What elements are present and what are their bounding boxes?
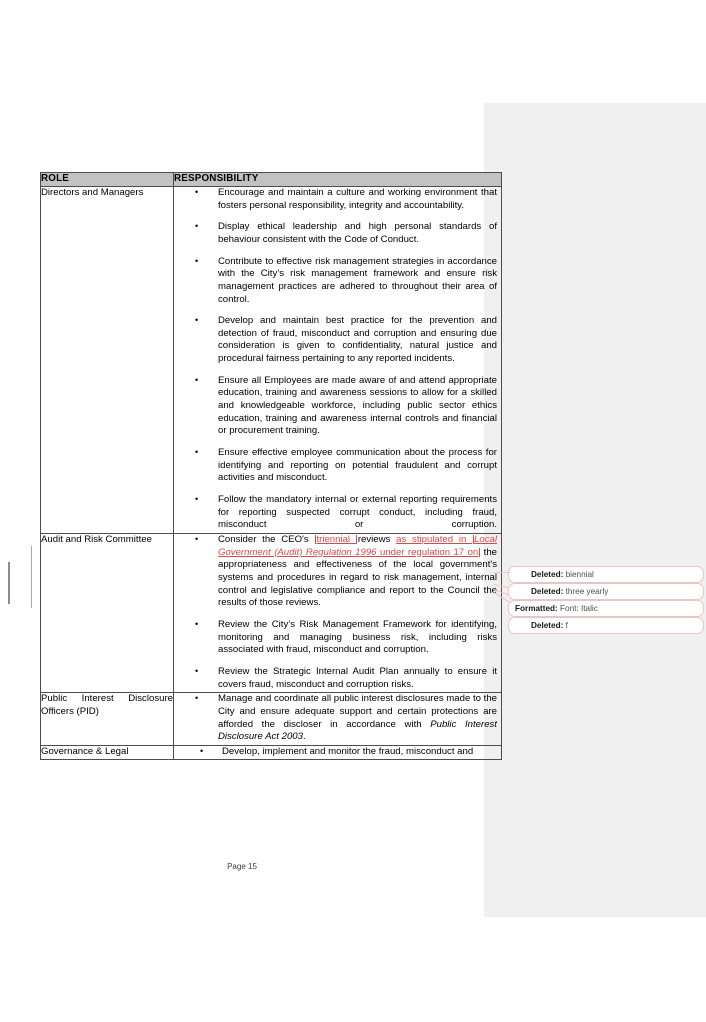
list-item-tracked-change [174,534,497,610]
list-item [174,187,497,212]
balloon-text: f [563,621,568,630]
table-row [41,186,502,533]
list-item [174,619,497,657]
responsibility-list [174,693,501,744]
bullet-icon: • [195,618,199,629]
responsibility-list [174,746,501,759]
balloon-label: Deleted: [531,621,564,630]
text-middle: reviews [357,534,397,546]
text-before-insertion: Consider the CEO's [218,534,315,546]
list-item [174,693,497,744]
inserted-text-regulation-17: under regulation 17 [376,546,468,558]
act-title-italic: Public Interest Disclosure Act 2003 [218,718,498,743]
markup-balloon-deleted-biennial[interactable] [508,566,704,583]
markup-pane [484,103,706,917]
inserted-text-as-stipulated: as stipulated in [396,534,473,546]
markup-balloon-deleted-f[interactable] [508,617,704,634]
responsibility-cell-directors-and-managers [174,186,502,533]
table-row [41,534,502,693]
balloon-content [509,604,598,613]
list-item-text: Follow the mandatory internal or external reporting requirements for reporting suspected corrupt conduct, including fraud, misconduct or corruption. [218,494,497,531]
table-header [41,173,502,187]
list-item-text: Display ethical leadership and high personal standards of behaviour consistent with the Code of Conduct. [218,221,497,245]
table-header-row [41,173,502,187]
list-item-text: Ensure effective employee communication about the process for identifying and reporting on potential fraudulent and corrupt activities and misconduct. [218,447,497,484]
bullet-icon: • [195,186,199,197]
list-item-text: Develop, implement and monitor the fraud, misconduct and [222,745,474,757]
list-item-text: Encourage and maintain a culture and working environment that fosters personal responsibility, integrity and accountability. [218,186,497,211]
list-item [174,494,497,532]
balloon-label: Formatted: [515,604,558,613]
bullet-icon: • [195,534,199,545]
roles-responsibilities-table [40,172,502,760]
responsibility-cell-audit-and-risk-committee [174,534,502,693]
bullet-icon: • [195,665,199,676]
bullet-icon: • [195,447,199,458]
list-item [174,375,497,438]
role-cell-directors-and-managers: Directors and Managers [41,186,174,533]
role-cell-audit-and-risk-committee: Audit and Risk Committee [41,534,174,693]
table-row [41,745,502,759]
list-item [174,315,497,366]
list-item-text: Manage and coordinate all public interest disclosures made to the City and ensure adequate support and certain protections are afforded the discloser in accordance with [218,693,497,730]
inserted-text-triennial: triennial [316,534,356,546]
bullet-icon: • [195,221,199,232]
responsibility-list [174,187,501,532]
list-item [174,256,497,307]
responsibility-cell-governance-and-legal [174,745,502,759]
balloon-content [509,587,608,596]
markup-balloon-deleted-three-yearly[interactable] [508,583,704,600]
list-item [174,447,497,485]
balloon-label: Deleted: [531,587,564,596]
column-header-role: ROLE [41,173,174,187]
text-after-insertion: the appropriateness and effectiveness of the local government's systems and procedures in regard to risk management, internal control and legislative compliance and report to the Council the results of those reviews. [218,546,497,609]
list-item-text: Develop and maintain best practice for the prevention and detection of fraud, misconduct and corruption and ensuring due consideration is given to confidentiality, natural justice and procedural fairness pertaining to any reported incidents. [218,315,497,365]
list-item-text: Review the City’s Risk Management Framework for identifying, monitoring and managing business risk, including risks associated with fraud, misconduct and corruption. [218,618,497,656]
balloon-text: Font: Italic [557,604,598,613]
role-cell-governance-and-legal: Governance & Legal [41,745,174,759]
change-bar-inner [31,546,32,608]
list-item-text-end: . [302,731,306,743]
list-item [174,746,497,759]
bullet-icon: • [195,693,199,704]
list-item [174,221,497,246]
markup-balloon-formatted-font-italic[interactable] [508,600,704,617]
balloon-label: Deleted: [531,570,564,579]
list-item-text: Review the Strategic Internal Audit Plan annually to ensure it covers fraud, misconduct and corruption risks. [218,665,497,690]
responsibility-list [174,534,501,691]
column-header-responsibility: RESPONSIBILITY [174,173,502,187]
list-item-text: Ensure all Employees are made aware of and attend appropriate education, training and awareness sessions to allow for a skilled and knowledgeable workforce, including public sector ethics education, training and awareness internal controls and financial or procurement training. [218,374,497,437]
bullet-icon: • [200,745,204,756]
table-row [41,693,502,746]
list-item [174,666,497,691]
bullet-icon: • [195,315,199,326]
table-body [41,186,502,759]
balloon-text: three yearly [563,587,609,596]
balloon-text: biennial [563,570,594,579]
balloon-content [509,570,594,579]
bullet-icon: • [195,494,199,505]
balloon-content [509,621,568,630]
page-number-label: Page 15 [227,862,257,871]
bullet-icon: • [195,374,199,385]
list-item-text: Contribute to effective risk management strategies in accordance with the City’s risk management framework and ensure risk management practices are adhered to throughout their area of control. [218,255,497,305]
bullet-icon: • [195,255,199,266]
page-footer [0,862,484,871]
inserted-text-on: on [467,546,479,558]
role-cell-public-interest-disclosure-officers: Public Interest Disclosure Officers (PID) [41,693,174,746]
responsibility-cell-public-interest-disclosure-officers [174,693,502,746]
change-bar-outer [8,562,10,604]
inserted-text-regulation-title: Local Government (Audit) Regulation 1996 [218,534,498,558]
